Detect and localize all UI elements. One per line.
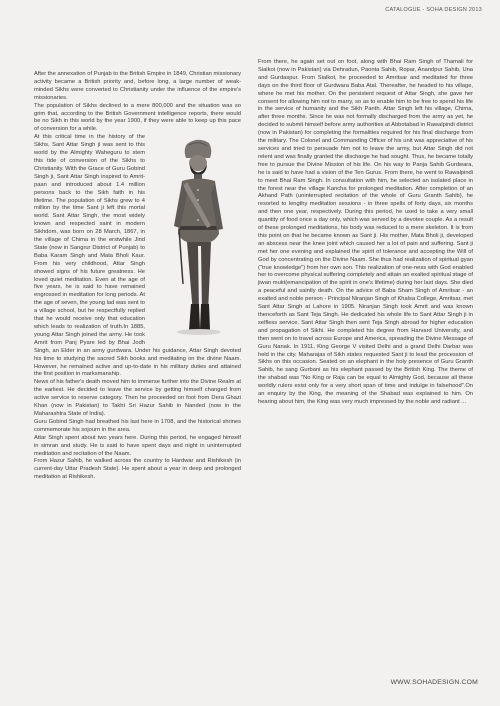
catalogue-header: CATALOGUE - SOHA DESIGN 2013 (385, 7, 482, 13)
paragraph: News of his father's death moved him to immerse further into the Divine Realm at the earliest. He decided to leave the service by getting himself changed from active service to reserve category. Then he proceeded on foot from Dera Ghazi Khan (now in Pakistan) to Takht Sri Hazur Sahib in Nanded (now in the Maharashtra State of India). (34, 379, 241, 417)
right-column (258, 59, 473, 407)
paragraph: After the annexation of Punjab to the British Empire in 1849, Christian missionary activity became a British priority and, before long, a large number of weak-minded Sikhs were converted to Christianity under the influence of the empire's missionaries. (34, 71, 241, 101)
portrait-photo (149, 134, 247, 339)
left-column (34, 71, 241, 482)
paragraph: From Hazur Sahib, he walked across the country to Hardwar and Rishikesh (in current-day Uttar Pradesh State). He spent about a year in deep and prolonged meditation at Rishikesh. (34, 458, 241, 481)
website-footer: WWW.SOHADESIGN.COM (390, 679, 478, 686)
paragraph: From there, he again set out on foot, along with Bhai Ram Singh of Thamali for Sialkot (now in Pakistan) via Dehradun, Paonta Sahib, Ropar, Anandpur Sahib, Una and Gurdaspur. From Sialkot, he proceeded to Amritsar and meditated for three days on the third floor of Gurdwara Baba Atal. Thereafter, he headed to his village, where he met his mother. On the persistent request of Attar Singh, she gave her consent for allowing him not to marry, so as to enable him to be free to spend his life in the service of humanity and the Sikh Panth. Attar Singh left his village, Chima, after three months. Since he was not formally discharged from the army as yet, he decided to submit himself before army authorities at Abbotabad in Rawalpindi district (now in Pakistan) for completing the formalities required for his final discharge from the military. The Colonel and Commanding Officer of his unit was appreciative of his services and tried to persuade him not to leave the army, but Attar Singh did not relent and was finally granted the discharge he had sought. Thus, he became totally free to pursue the Divine Mission of his life. On his way to Panja Sahib Gurdwara, he is said to have had a vision of the Ten Gurus. From there, he went to Rawalpindi to meet Bhai Ram Singh. In consultation with him, he selected an isolated place in the forest near the village Kancha for prolonged meditation. After completion of an Akhand Path (uninterrupted recitation of the whole of Guru Granth Sahib), he resorted to lengthy meditation sessions - in three spells of forty days, six months and then one year, respectively. During this period, he used to take a very small quantity of food once a day only, which was served by a devotee couple. As a result of these prolonged meditations, his body was reduced to a mere skeleton. It is from this point on that he became known as Sant ji. His mother, Mata Bholi ji, developed an abscess near the knee joint which caused her a lot of pain and suffering. Sant ji met her one evening and explained the spirit of tolerance and accepting the Will of God by concentrating on the Divine Naam. She thus had realization of spiritual gyan ("true knowledge") from her own son. This realization of one-ness with God enabled her to overcome physical suffering completely and attain an exalted spiritual stage of jiwan mukt(emancipation of the spirit in one's lifetime) during her last days. She died a peaceful and saintly death. On the advice of Baba Sham Singh of Amritsar - an exalted and noble person - Principal Niranjan Singh of Khalsa College, Amritsar, met Sant Attar Singh at Lahore in 1905. Niranjan Singh took Amrit and was known thenceforth as Sant Teja Singh. He dedicated his whole life to Sant Attar Singh ji in selfless service. Sant Attar Singh then sent Teja Singh abroad for higher education and propagation of Sikhi. He completed his degree from Harvard University, and then went on to travel across Europe and America, spreading the Divine Message of Guru Nanak. In 1911, King George V visited Delhi and a grand Delhi Darbar was held in the city. Maharajas of Sikh states requested Sant ji to lead the procession of Sikhs on this occasion. Seated on an elephant in the holy presence of Guru Granth Sahib, he sang Gurbani as his elephant passed by the British King. The theme of the shabad was "No King or Raja can be equal to Almighty God, because all these worldly rulers exist only for a very short span of time and indulge in falsehood".On an enquiry by the King, the meaning of the Shabad was explained to him. On hearing about him, the King was very much impressed by the noble and radiant ... (258, 59, 474, 405)
paragraph: The population of Sikhs declined to a mere 800,000 and the situation was so grim that, according to the British Government intelligence reports, there would be no Sikh in this world by the year 1900, if they were able to keep up this pace of conversion for a while. (34, 102, 241, 133)
paragraph: At this critical time in the history of the Sikhs, Sant Attar Singh ji was sent to this world by the Almighty Waheguru to stem this tide of conversion of the Sikhs to Christianity. With the Grace of Guru Gobind Singh ji, Sant Attar Singh inspired to Amrit-paan and introduced about 1.4 million persons back to the Sikh faith in his lifetime. The population of Sikhs grew to 4 million by the time Sant ji left this mortal world. Sant Attar Singh, the most widely known and respected saint in modern Sikhdom, was born on 28 March, 1867, in the village of Chima in the erstwhile Jind State (now in Sangrur District of Punjab) to Baba Karam Singh and Mata Bholi Kaur. From his very childhood, Attar Singh showed signs of his future greatness. He loved quiet meditation. Even at the age of five years, he is said to have remained engrossed in meditation for long periods. At the age of seven, the young lad was sent to a village school, but he respectfully replied that he would receive only that education which leads to realization of truth.In 1885, young Attar Singh joined the army. He took Amrit from Panj Pyare led by Bhai Jodh Singh, an Elder in an army gurdwara. Under his guidance, Attar Singh devoted his time to studying the sacred Sikh books and meditating on the divine Naam. However, he remained active and up-to-date in his military duties and attained the first position in marksmanship. (34, 134, 241, 378)
paragraph: Attar Singh spent about two years here. During this period, he engaged himself in simran and study. He is said to have spent days and night in uninterrupted meditation and recitation of the Naam. (34, 434, 241, 457)
paragraph: Guru Gobind Singh had breathed his last here in 1708, and the historical shrines commemorate his sojourn in the area. (34, 418, 241, 433)
